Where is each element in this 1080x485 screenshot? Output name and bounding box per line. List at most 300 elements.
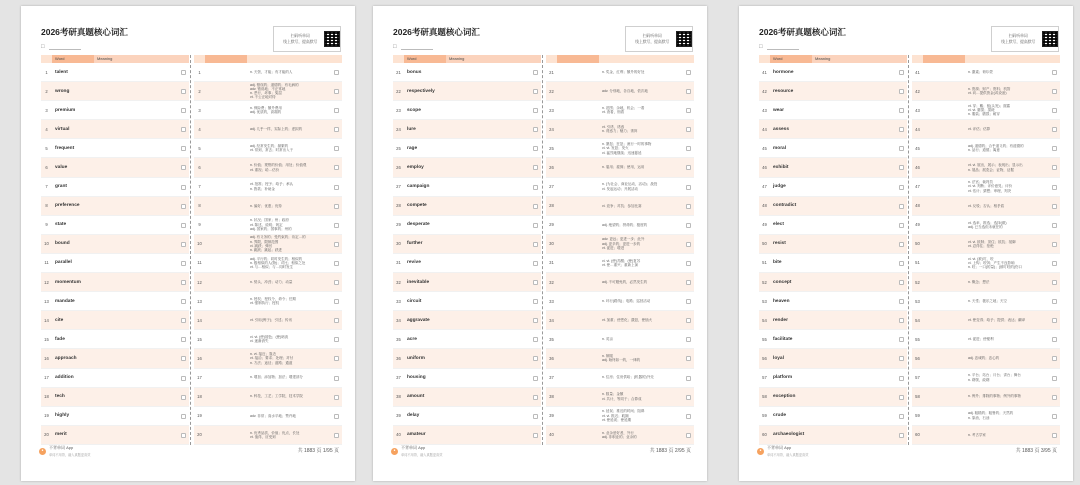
- word-meaning: vt. vi. 展出，展示；表现出；显示出 n. 展品；展览会；证物，证据: [968, 163, 1023, 172]
- word-entry: amateur: [407, 432, 426, 438]
- checkbox[interactable]: [686, 127, 691, 132]
- word-number: 58: [915, 394, 920, 400]
- table-row: [546, 292, 694, 311]
- brand-block: [49, 445, 90, 457]
- checkbox[interactable]: [533, 280, 538, 285]
- checkbox[interactable]: [1052, 127, 1057, 132]
- table-row: [194, 273, 342, 292]
- checkbox[interactable]: [334, 165, 339, 170]
- table-row: [194, 292, 342, 311]
- table-row: [546, 158, 694, 177]
- word-number: 32: [396, 279, 401, 285]
- word-entry: concept: [773, 279, 792, 285]
- checkbox[interactable]: [1052, 223, 1057, 228]
- word-entry: rage: [407, 145, 418, 151]
- checkbox[interactable]: [1052, 280, 1057, 285]
- word-number: 39: [549, 413, 554, 419]
- checkbox[interactable]: [899, 318, 904, 323]
- qr-panel: [273, 26, 341, 52]
- checkbox[interactable]: [533, 108, 538, 113]
- checkbox[interactable]: [533, 185, 538, 190]
- checkbox[interactable]: [899, 395, 904, 400]
- word-entry: uniform: [407, 355, 425, 361]
- word-meaning: n. 住房；住房供给；(机器的)外壳: [602, 375, 654, 380]
- checkbox[interactable]: [334, 337, 339, 342]
- checkbox[interactable]: [686, 204, 691, 209]
- checkbox[interactable]: [899, 433, 904, 438]
- checkbox[interactable]: [899, 242, 904, 247]
- vocab-page-3: [739, 6, 1073, 481]
- checkbox[interactable]: [533, 242, 538, 247]
- app-logo-icon: •: [757, 448, 764, 455]
- word-number: 30: [549, 241, 554, 247]
- word-meaning: vt. 引用(例子)；引述；传讯: [250, 318, 292, 323]
- word-entry: virtual: [55, 126, 70, 132]
- date-underline: [767, 49, 799, 50]
- checkbox[interactable]: [686, 242, 691, 247]
- word-number: 20: [44, 432, 49, 438]
- word-meaning: vt. 批准；授予；给予；承认 n. 拨款；补助金: [250, 182, 294, 191]
- word-number: 3: [45, 107, 48, 113]
- checkbox[interactable]: [334, 356, 339, 361]
- word-meaning: n. 状况；国家；州；政府 vt. 陈述，说明；规定 adj. 国家的；国事的；州的: [250, 218, 292, 231]
- word-entry: cite: [55, 317, 64, 323]
- table-row: [393, 216, 541, 235]
- word-meaning: n. (为社会、商业运动，活动)；战役 vi. 发起运动；开展活动: [602, 182, 658, 191]
- word-number: 46: [915, 165, 920, 171]
- checkbox[interactable]: [899, 356, 904, 361]
- table-row: [41, 292, 189, 311]
- word-entry: hormone: [773, 69, 794, 75]
- checkbox[interactable]: [686, 356, 691, 361]
- checkbox[interactable]: [1052, 165, 1057, 170]
- word-entry: campaign: [407, 184, 430, 190]
- checkbox[interactable]: [686, 261, 691, 266]
- checkbox[interactable]: [899, 261, 904, 266]
- word-entry: grant: [55, 184, 67, 190]
- checkbox[interactable]: [686, 185, 691, 190]
- word-meaning: adj. 平行的；同时发生的；相似的 n. 极相似的人(物)；对比；相似之处 vt. 与…相似；与…同时发生: [250, 256, 306, 270]
- checkbox[interactable]: [334, 318, 339, 323]
- word-number: 3: [198, 107, 201, 113]
- checkbox[interactable]: [334, 376, 339, 381]
- word-number: 59: [915, 413, 920, 419]
- checkbox[interactable]: [533, 318, 538, 323]
- table-row: [41, 178, 189, 197]
- word-number: 13: [44, 298, 49, 304]
- word-number: 44: [915, 126, 920, 132]
- header-num: [912, 55, 923, 63]
- qr-code-icon[interactable]: [676, 31, 692, 47]
- table-row: [912, 139, 1060, 158]
- checkbox[interactable]: [334, 127, 339, 132]
- word-number: 49: [762, 222, 767, 228]
- word-meaning: adv. 分别地，各自地，依次地: [602, 88, 648, 93]
- header-word: [923, 55, 965, 63]
- checkbox[interactable]: [181, 89, 186, 94]
- word-entry: fade: [55, 336, 65, 342]
- checkbox[interactable]: [181, 165, 186, 170]
- table-row: [546, 101, 694, 120]
- word-meaning: vt. 穿；戴；留(头发)；面露 vi. vt. 磨损；损耗 n. 服装；磨损；耐穿: [968, 103, 1010, 117]
- table-row: [759, 120, 907, 139]
- checkbox[interactable]: [334, 261, 339, 266]
- word-number: 57: [915, 375, 920, 381]
- word-entry: resource: [773, 88, 794, 94]
- checkbox[interactable]: [334, 242, 339, 247]
- checkbox[interactable]: [181, 414, 186, 419]
- word-number: 56: [762, 355, 767, 361]
- table-row: [194, 330, 342, 349]
- checkbox[interactable]: [181, 223, 186, 228]
- checkbox[interactable]: [533, 299, 538, 304]
- word-entry: moral: [773, 145, 787, 151]
- checkbox[interactable]: [334, 89, 339, 94]
- table-row: [41, 120, 189, 139]
- checkbox[interactable]: [334, 108, 339, 113]
- checkbox[interactable]: [1052, 318, 1057, 323]
- word-number: 13: [197, 298, 202, 304]
- table-row: [759, 101, 907, 120]
- word-meaning: adv. 非常；高水平地；赞许地: [250, 413, 296, 418]
- word-entry: bonus: [407, 69, 422, 75]
- table-row: [41, 426, 189, 445]
- checkbox[interactable]: [533, 146, 538, 151]
- checkbox[interactable]: [334, 299, 339, 304]
- word-meaning: adj. 经常发生的；频繁的 vt. 常到，常去；时常出入于: [250, 144, 294, 153]
- checkbox[interactable]: [334, 70, 339, 75]
- word-entry: lure: [407, 126, 416, 132]
- word-meaning: vt. 反驳；否认；相矛盾: [968, 203, 1005, 208]
- table-row: [759, 292, 907, 311]
- word-number: 15: [197, 336, 202, 342]
- checkbox[interactable]: [686, 414, 691, 419]
- table-row: [393, 292, 541, 311]
- table-row: [393, 139, 541, 158]
- word-entry: facilitate: [773, 336, 793, 342]
- table-row: [912, 388, 1060, 407]
- checkbox[interactable]: [1052, 376, 1057, 381]
- word-number: 50: [915, 241, 920, 247]
- word-number: 34: [396, 317, 401, 323]
- checkbox[interactable]: [899, 376, 904, 381]
- checkbox[interactable]: [1052, 185, 1057, 190]
- checkbox[interactable]: [686, 70, 691, 75]
- word-number: 2: [45, 88, 48, 94]
- checkbox[interactable]: [1052, 433, 1057, 438]
- checkbox[interactable]: [686, 146, 691, 151]
- checkbox[interactable]: [686, 165, 691, 170]
- word-entry: bound: [55, 241, 70, 247]
- checkbox[interactable]: [899, 89, 904, 94]
- table-row: [546, 369, 694, 388]
- word-meaning: n. 制服 adj. 始终如一的，一律的: [602, 354, 641, 363]
- checkbox[interactable]: [181, 376, 186, 381]
- word-number: 41: [762, 69, 767, 75]
- word-meaning: n. 数量；金额 vi. 共计，等同于；合算成: [602, 392, 642, 401]
- word-meaning: n. 概念；想法: [968, 279, 990, 284]
- word-entry: render: [773, 317, 788, 323]
- table-row: [912, 292, 1060, 311]
- brand-name: 不背单词 App: [49, 445, 74, 450]
- word-entry: inevitable: [407, 279, 430, 285]
- checkbox[interactable]: [181, 70, 186, 75]
- table-header: [41, 55, 189, 63]
- word-meaning: n. 优秀品质，价值；优点，长处 vt. 值得，应受到: [250, 430, 300, 439]
- brand-name: 不背单词 App: [401, 445, 426, 450]
- checkbox[interactable]: [686, 108, 691, 113]
- checkbox[interactable]: [334, 204, 339, 209]
- table-column-left: [393, 55, 541, 445]
- checkbox[interactable]: [899, 70, 904, 75]
- word-entry: desperate: [407, 222, 430, 228]
- checkbox[interactable]: [181, 185, 186, 190]
- checkbox[interactable]: [1052, 204, 1057, 209]
- word-entry: circuit: [407, 298, 422, 304]
- word-number: 21: [549, 69, 554, 75]
- checkbox[interactable]: [899, 337, 904, 342]
- checkbox[interactable]: [686, 376, 691, 381]
- word-number: 2: [198, 88, 201, 94]
- word-number: 16: [197, 355, 202, 361]
- table-row: [393, 407, 541, 426]
- qr-code-icon[interactable]: [324, 31, 340, 47]
- checkbox[interactable]: [181, 146, 186, 151]
- checkbox[interactable]: [686, 337, 691, 342]
- table-header: [546, 55, 694, 63]
- checkbox[interactable]: [686, 299, 691, 304]
- word-number: 51: [762, 260, 767, 266]
- calendar-icon: □: [41, 44, 45, 50]
- qr-code-icon[interactable]: [1042, 31, 1058, 47]
- vocab-page-1: [21, 6, 355, 481]
- word-number: 33: [549, 298, 554, 304]
- word-entry: value: [55, 165, 68, 171]
- checkbox[interactable]: [1052, 261, 1057, 266]
- table-row: [546, 120, 694, 139]
- page-footer: [757, 445, 808, 457]
- table-row: [194, 101, 342, 120]
- checkbox[interactable]: [334, 433, 339, 438]
- checkbox[interactable]: [181, 242, 186, 247]
- checkbox[interactable]: [1052, 356, 1057, 361]
- checkbox[interactable]: [1052, 242, 1057, 247]
- checkbox[interactable]: [686, 223, 691, 228]
- word-entry: mandate: [55, 298, 75, 304]
- checkbox[interactable]: [899, 204, 904, 209]
- checkbox[interactable]: [1052, 299, 1057, 304]
- table-row: [912, 178, 1060, 197]
- checkbox[interactable]: [686, 89, 691, 94]
- word-number: 37: [549, 375, 554, 381]
- table-row: [546, 426, 694, 445]
- word-meaning: vt. 促进；使便利: [968, 337, 994, 342]
- checkbox[interactable]: [899, 280, 904, 285]
- checkbox[interactable]: [1052, 337, 1057, 342]
- checkbox[interactable]: [1052, 414, 1057, 419]
- checkbox[interactable]: [334, 414, 339, 419]
- checkbox[interactable]: [533, 223, 538, 228]
- checkbox[interactable]: [181, 433, 186, 438]
- word-meaning: n. 价值；观察的价值；用处；价值观 vt. 重视；给…估价: [250, 163, 307, 172]
- checkbox[interactable]: [533, 395, 538, 400]
- word-number: 18: [197, 394, 202, 400]
- checkbox[interactable]: [334, 223, 339, 228]
- table-row: [194, 63, 342, 82]
- word-entry: exception: [773, 394, 796, 400]
- word-number: 54: [915, 317, 920, 323]
- word-number: 41: [915, 69, 920, 75]
- word-meaning: n. 业余爱好者，外行 adj. 非职业的；业余的: [602, 430, 637, 439]
- checkbox[interactable]: [686, 433, 691, 438]
- brand-block: [767, 445, 808, 457]
- checkbox[interactable]: [181, 299, 186, 304]
- word-meaning: vi. 竞争；对抗；参加比赛: [602, 203, 642, 208]
- word-number: 36: [549, 355, 554, 361]
- word-entry: heaven: [773, 298, 790, 304]
- table-row: [912, 330, 1060, 349]
- date-line: [393, 44, 433, 50]
- word-number: 16: [44, 355, 49, 361]
- checkbox[interactable]: [686, 318, 691, 323]
- table-row: [759, 139, 907, 158]
- brand-slogan: 单词不用背，融入真题更高效: [49, 453, 91, 457]
- page-footer: [391, 445, 442, 457]
- word-number: 53: [762, 298, 767, 304]
- word-meaning: n. 势头，冲劲；动力；动量: [250, 279, 293, 284]
- table-row: [194, 426, 342, 445]
- checkbox[interactable]: [899, 165, 904, 170]
- checkbox[interactable]: [181, 127, 186, 132]
- checkbox[interactable]: [1052, 395, 1057, 400]
- table-row: [546, 178, 694, 197]
- checkbox[interactable]: [899, 127, 904, 132]
- table-row: [759, 311, 907, 330]
- checkbox[interactable]: [533, 165, 538, 170]
- checkbox[interactable]: [686, 395, 691, 400]
- qr-caption-line-2: 线上默写，提高默写: [1001, 40, 1036, 44]
- word-number: 26: [396, 165, 401, 171]
- checkbox[interactable]: [533, 70, 538, 75]
- checkbox[interactable]: [533, 356, 538, 361]
- word-number: 36: [396, 355, 401, 361]
- checkbox[interactable]: [686, 280, 691, 285]
- word-number: 49: [915, 222, 920, 228]
- word-number: 31: [549, 260, 554, 266]
- checkbox[interactable]: [181, 318, 186, 323]
- table-row: [546, 311, 694, 330]
- word-entry: revive: [407, 260, 421, 266]
- word-number: 4: [198, 126, 201, 132]
- table-row: [546, 254, 694, 273]
- word-number: 22: [396, 88, 401, 94]
- table-row: [912, 216, 1060, 235]
- checkbox[interactable]: [1052, 146, 1057, 151]
- word-number: 5: [198, 145, 201, 151]
- table-row: [759, 178, 907, 197]
- table-row: [393, 235, 541, 254]
- checkbox[interactable]: [533, 414, 538, 419]
- word-meaning: n. 授权；授权令，命令；任期 vt. 强制执行；授权: [250, 296, 296, 306]
- checkbox[interactable]: [181, 280, 186, 285]
- word-entry: contradict: [773, 203, 797, 209]
- checkbox[interactable]: [899, 299, 904, 304]
- checkbox[interactable]: [533, 337, 538, 342]
- checkbox[interactable]: [181, 356, 186, 361]
- table-row: [912, 426, 1060, 445]
- checkbox[interactable]: [533, 89, 538, 94]
- checkbox[interactable]: [533, 261, 538, 266]
- checkbox[interactable]: [181, 261, 186, 266]
- word-entry: loyal: [773, 355, 784, 361]
- checkbox[interactable]: [533, 127, 538, 132]
- table-row: [912, 101, 1060, 120]
- checkbox[interactable]: [181, 204, 186, 209]
- table-row: [393, 82, 541, 101]
- checkbox[interactable]: [899, 223, 904, 228]
- header-word: Word: [770, 55, 812, 63]
- checkbox[interactable]: [334, 146, 339, 151]
- word-meaning: n. 激素；荷尔蒙: [968, 69, 993, 74]
- word-number: 60: [915, 432, 920, 438]
- table-row: [546, 407, 694, 426]
- checkbox[interactable]: [899, 108, 904, 113]
- checkbox[interactable]: [899, 146, 904, 151]
- table-row: [41, 197, 189, 216]
- header-num: [393, 55, 404, 63]
- word-entry: momentum: [55, 279, 81, 285]
- word-number: 45: [762, 145, 767, 151]
- checkbox[interactable]: [533, 433, 538, 438]
- checkbox[interactable]: [334, 280, 339, 285]
- word-entry: assess: [773, 126, 790, 132]
- checkbox[interactable]: [181, 395, 186, 400]
- checkbox[interactable]: [899, 414, 904, 419]
- checkbox[interactable]: [533, 376, 538, 381]
- table-row: [41, 235, 189, 254]
- checkbox[interactable]: [899, 185, 904, 190]
- word-meaning: vt. 使变得；给予；提供；表达；翻译: [968, 318, 1026, 323]
- vocab-page-2: [373, 6, 707, 481]
- word-meaning: n. vt. 接近；靠近 vt. 接洽；要求；处理；对付 n. 方法；途径；道路；通道: [250, 352, 294, 365]
- table-row: [41, 139, 189, 158]
- checkbox[interactable]: [1052, 89, 1057, 94]
- checkbox[interactable]: [181, 108, 186, 113]
- word-meaning: vt. 评估；估算: [968, 127, 991, 132]
- word-entry: scope: [407, 107, 421, 113]
- table-row: [912, 120, 1060, 139]
- table-row: [393, 273, 541, 292]
- table-header: [912, 55, 1060, 63]
- checkbox[interactable]: [1052, 70, 1057, 75]
- word-meaning: adj. 粗糙的；粗鲁的；天然的 n. 原油，石油: [968, 411, 1014, 420]
- checkbox[interactable]: [181, 337, 186, 342]
- word-number: 57: [762, 375, 767, 381]
- brand-name: 不背单词 App: [767, 445, 792, 450]
- word-meaning: adj. 错误的；道德的；有毛病的 adv. 错误地；不正常地 n. 恶行，坏事；冤屈 vt. 不公正地对待: [250, 82, 299, 100]
- table-row: [759, 254, 907, 273]
- checkbox[interactable]: [334, 185, 339, 190]
- checkbox[interactable]: [334, 395, 339, 400]
- checkbox[interactable]: [533, 204, 538, 209]
- word-number: 52: [915, 279, 920, 285]
- word-entry: housing: [407, 375, 426, 381]
- table-row: [759, 330, 907, 349]
- word-number: 51: [915, 260, 920, 266]
- checkbox[interactable]: [1052, 108, 1057, 113]
- table-row: [546, 273, 694, 292]
- table-row: [759, 388, 907, 407]
